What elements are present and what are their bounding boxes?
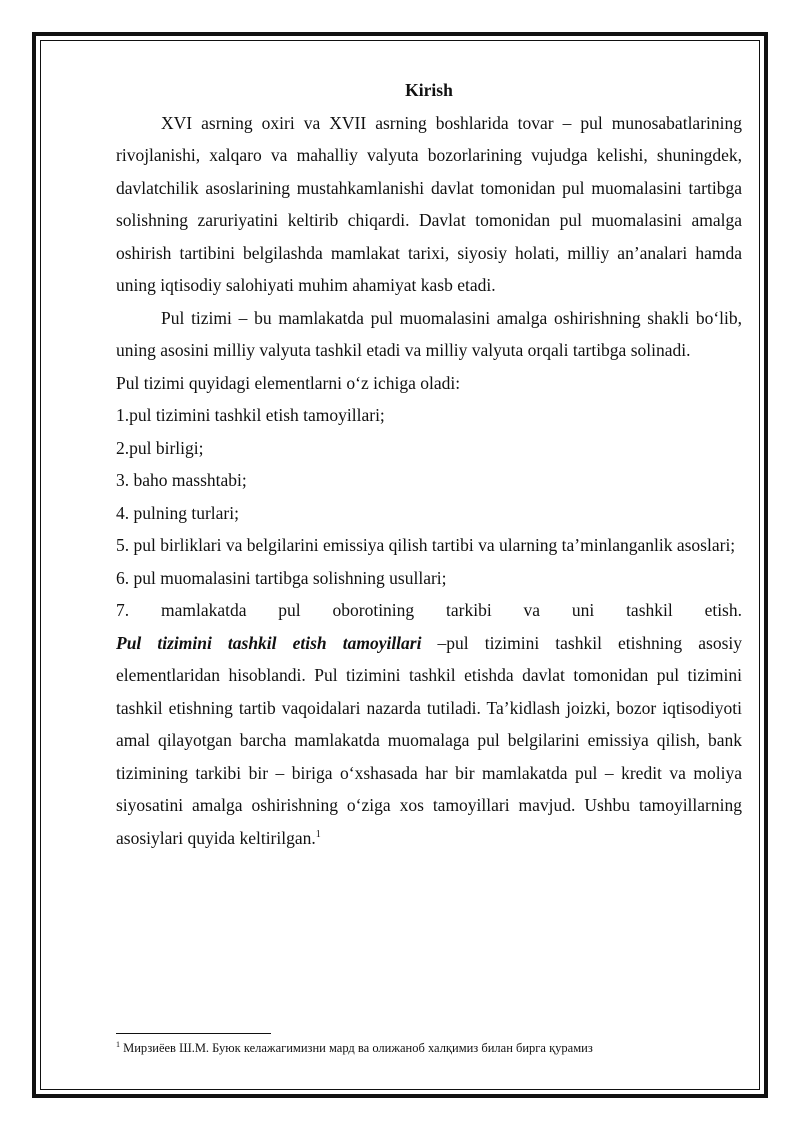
definition-paragraph: Pul tizimi – bu mamlakatda pul muomalasini amalga oshirishning shakli bo‘lib, uning asosini milliy valyuta tashkil etadi va milliy valyuta orqali tartibga solinadi.: [116, 307, 742, 360]
list-item: 3. baho masshtabi;: [116, 470, 247, 490]
document-body: [116, 74, 742, 854]
footnote-reference[interactable]: 1: [315, 828, 321, 840]
list-item: 4. pulning turlari;: [116, 502, 239, 523]
list-item: 1.pul tizimini tashkil etish tamoyillari;: [116, 405, 385, 425]
list-item: 5. pul birliklari va belgilarini emissiya qilish tartibi va ularning ta’minlanganlik asoslari;: [116, 535, 736, 555]
intro-paragraph: XVI asrning oxiri va XVII asrning boshlarida tovar – pul munosabatlarining rivojlanishi, xalqaro va mahalliy valyuta bozorlarining vujudga kelishi, shuningdek, davlatchilik asoslarining mustahkamlanishi davlat tomonidan pul muomalasini tartibga solishning zaruriyatini keltirib chiqardi. Davlat tomonidan pul muomalasini amalga oshirish tartibini belgilashda mamlakat tarixi, siyosiy holati, milliy an’analari hamda uning iqtisodiy salohiyati muhim ahamiyat kasb etadi.: [116, 112, 742, 295]
elements-intro: Pul tizimi quyidagi elementlarni o‘z ichiga oladi:: [116, 372, 461, 393]
document-title: Kirish: [405, 80, 453, 100]
footnote: [116, 1040, 736, 1056]
list-item: 7. mamlakatda pul oborotining tarkibi va uni tashkil etish.: [116, 600, 742, 620]
list-item: 2.pul birligi;: [116, 437, 204, 458]
footnote-text: Мирзиёев Ш.М. Буюк келажагимизни мард ва олижаноб халқимиз билан бирга қурамиз: [120, 1041, 593, 1055]
principles-emphasis: Pul tizimini tashkil etish tamoyillari: [116, 632, 422, 653]
principles-paragraph: [116, 627, 742, 855]
footnote-marker: 1: [116, 1039, 120, 1049]
principles-text: –pul tizimini tashkil etishning asosiy elementlaridan hisoblandi. Pul tizimini tashkil etishda davlat tomonidan pul tizimini tashkil etishning tartib vaqoidalari nazarda tutiladi. Ta’kidlash joizki, bozor iqtisodiyoti amal qilayotgan barcha mamlakatda muomalaga pul belgilarini emissiya qilish, bank tizimining tarkibi bir – biriga o‘xshasada har bir mamlakatda pul – kredit va moliya siyosatini amalga oshirishning o‘ziga xos tamoyillari mavjud. Ushbu tamoyillarning asosiylari quyida keltirilgan.: [116, 632, 742, 848]
footnote-separator: [116, 1033, 271, 1034]
list-item: 6. pul muomalasini tartibga solishning usullari;: [116, 567, 447, 588]
